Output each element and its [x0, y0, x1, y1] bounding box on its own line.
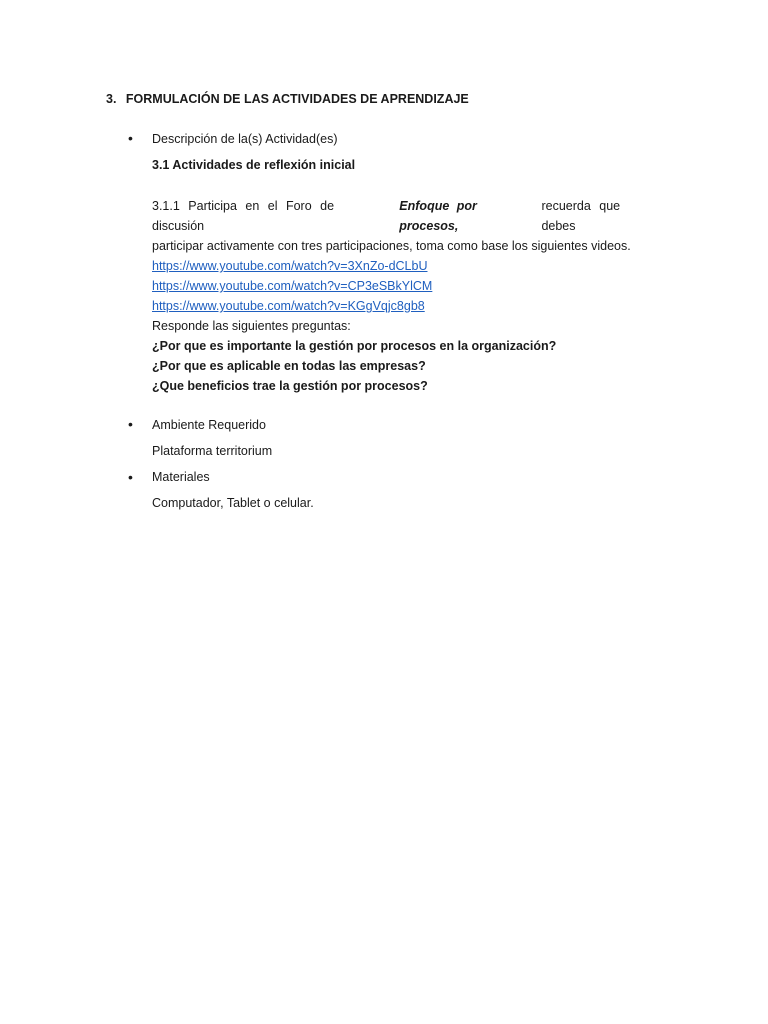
paragraph-intro: 3.1.1 Participa en el Foro de discusión: [152, 199, 335, 233]
paragraph-line-2: participar activamente con tres participaciones, toma como base los siguientes videos.: [152, 239, 631, 253]
video-link-1[interactable]: https://www.youtube.com/watch?v=3XnZo-dCLbU: [152, 259, 428, 273]
bullet-description: •: [128, 130, 133, 146]
question-2: ¿Por que es aplicable en todas las empresas?: [152, 359, 426, 373]
section-heading: [106, 92, 469, 106]
questions-block: [152, 316, 556, 396]
section-number: 3.: [106, 92, 117, 106]
paragraph-line-1: [152, 196, 661, 236]
materials-value: Computador, Tablet o celular.: [152, 496, 314, 510]
environment-label: Ambiente Requerido: [152, 418, 266, 432]
questions-intro: Responde las siguientes preguntas:: [152, 319, 351, 333]
forum-name: Enfoque por procesos,: [399, 199, 477, 233]
bullet-environment: •: [128, 416, 133, 432]
activities-subheading: 3.1 Actividades de reflexión inicial: [152, 158, 356, 172]
paragraph-tail: recuerda que debes: [541, 199, 621, 233]
environment-value: Plataforma territorium: [152, 444, 273, 458]
description-label: Descripción de la(s) Actividad(es): [152, 132, 338, 146]
materials-label: Materiales: [152, 470, 210, 484]
question-1: ¿Por que es importante la gestión por procesos en la organización?: [152, 339, 557, 353]
section-title: FORMULACIÓN DE LAS ACTIVIDADES DE APRENDIZAJE: [125, 92, 469, 106]
video-link-2[interactable]: https://www.youtube.com/watch?v=CP3eSBkYlCM: [152, 279, 433, 293]
video-link-3[interactable]: https://www.youtube.com/watch?v=KGgVqjc8gb8: [152, 299, 425, 313]
question-3: ¿Que beneficios trae la gestión por procesos?: [152, 379, 428, 393]
bullet-materials: •: [128, 469, 133, 485]
activity-paragraph: [152, 196, 661, 316]
